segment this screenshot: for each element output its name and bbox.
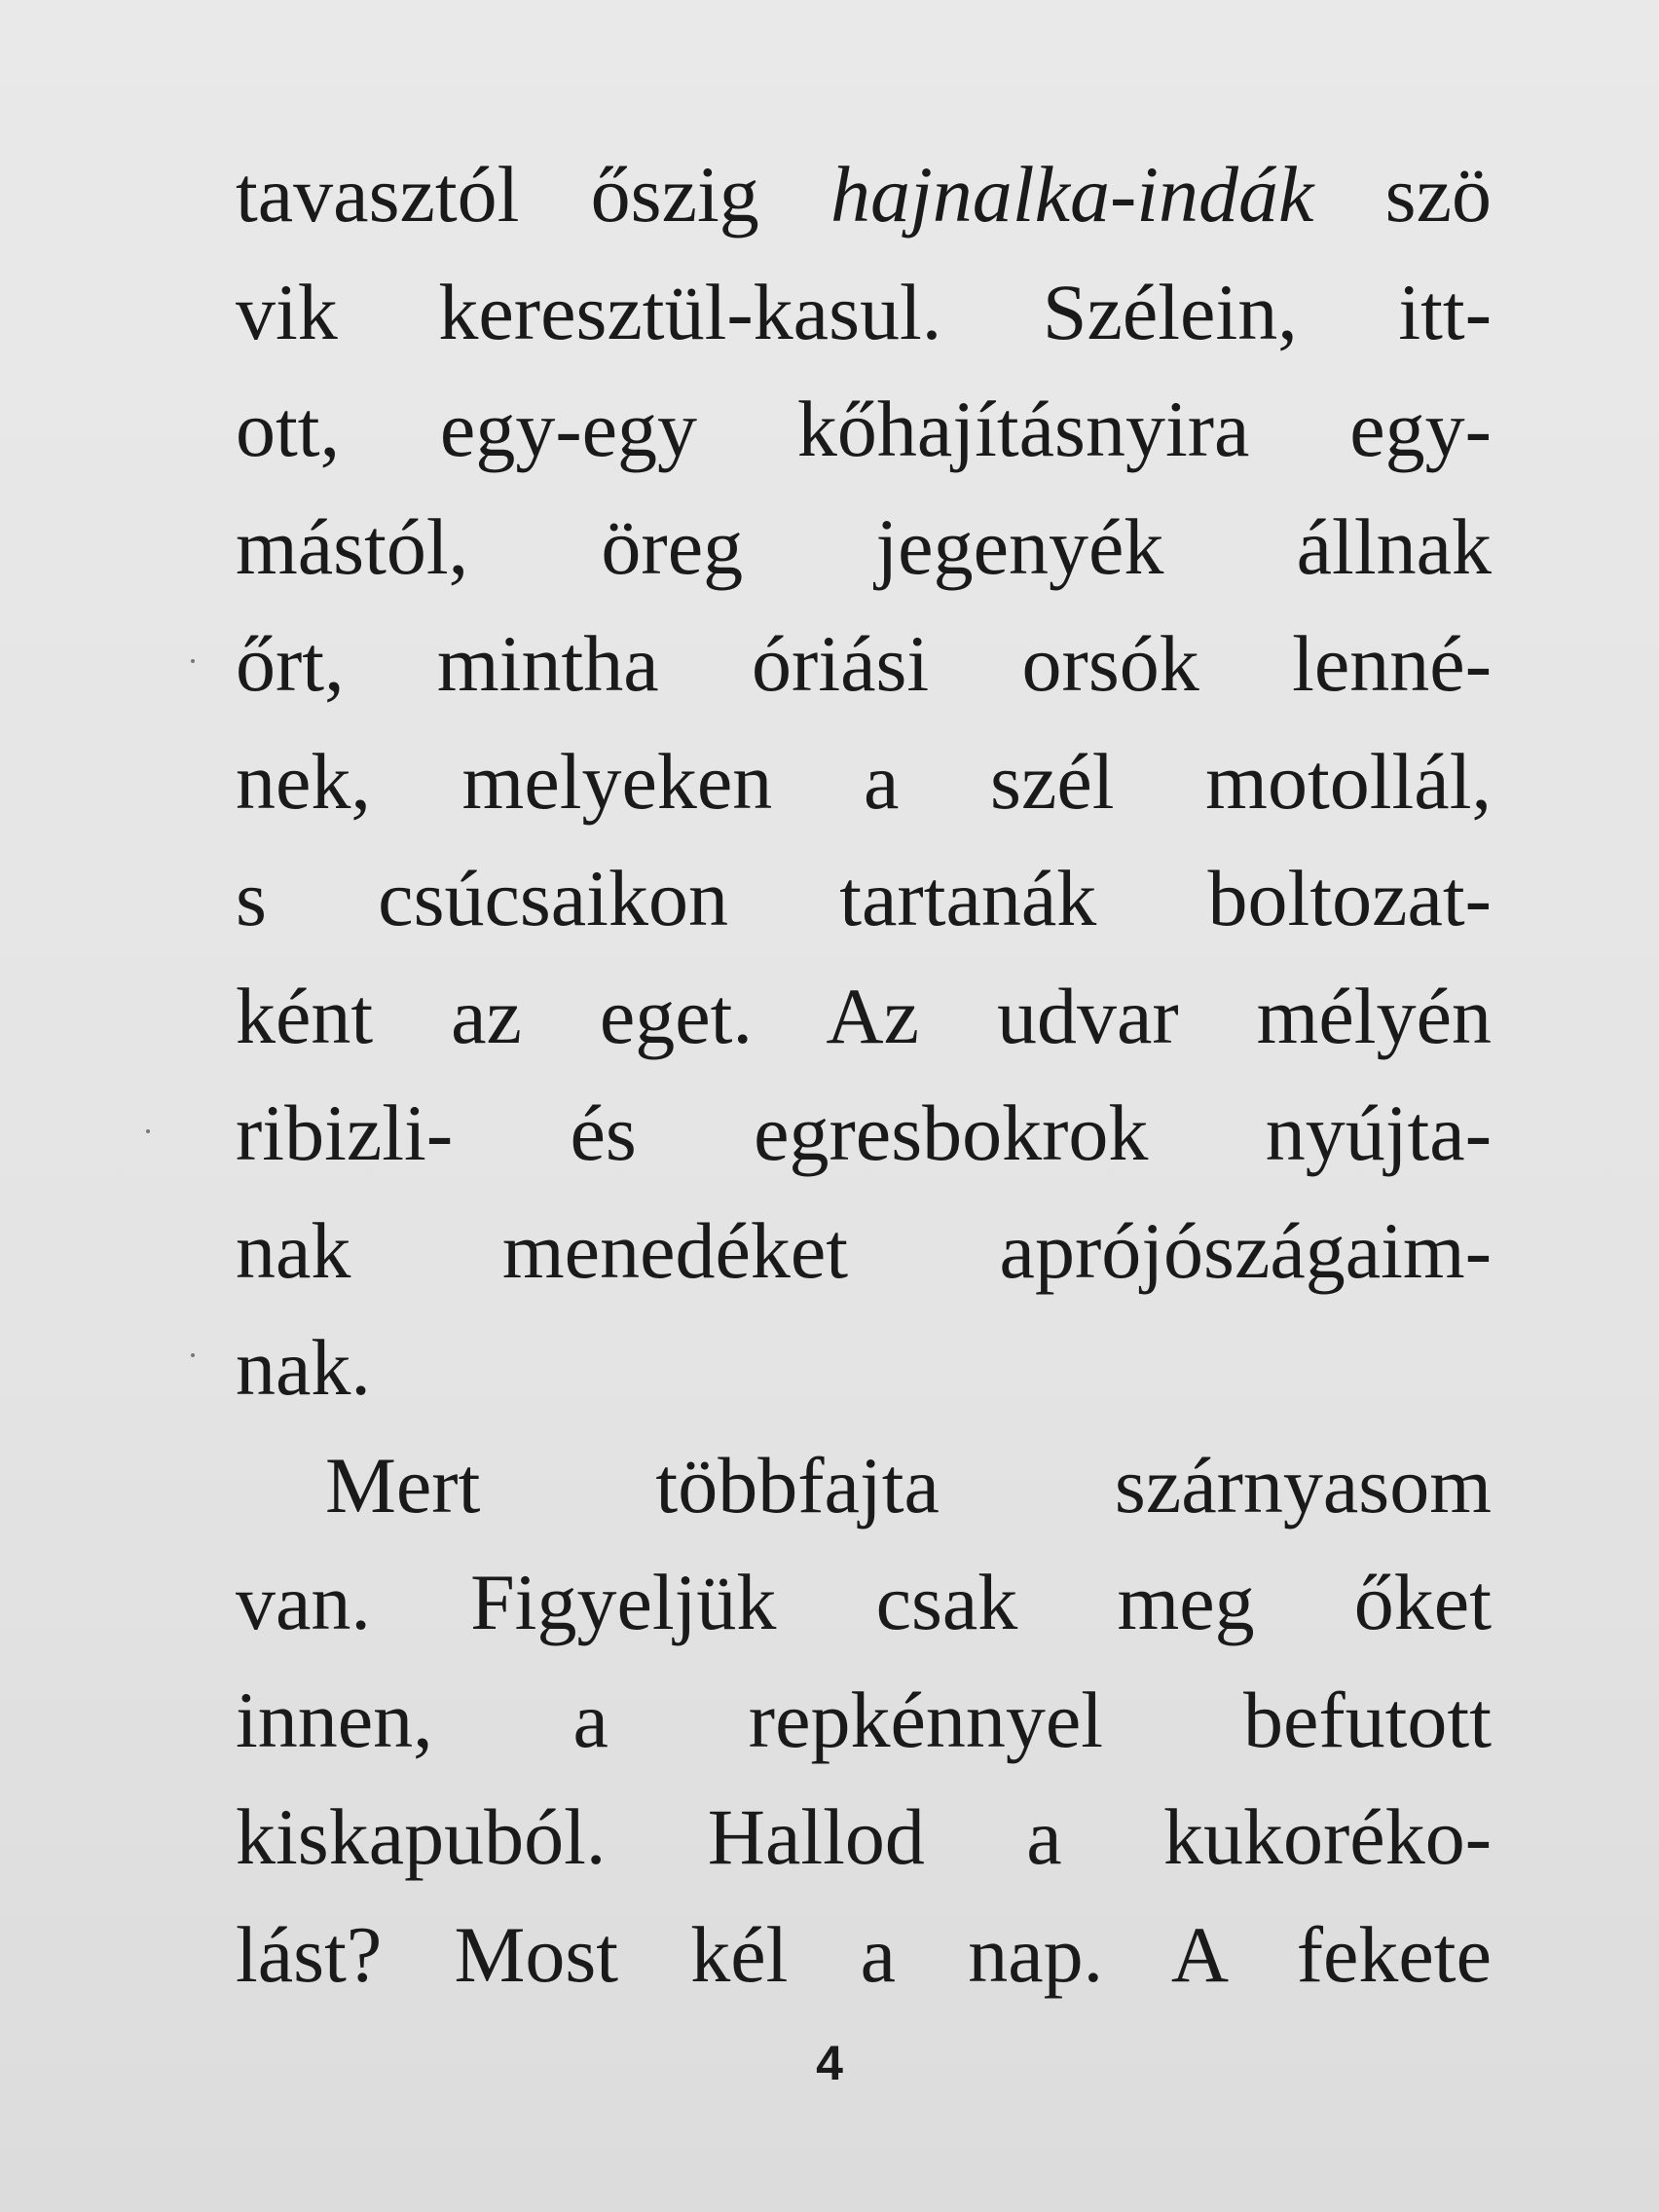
italic-phrase: hajnalka-indák: [830, 150, 1314, 239]
text-line: mástól, öreg jegenyék állnak: [236, 501, 1492, 591]
text-line: innen, a repkénnyel befutott: [236, 1675, 1492, 1764]
text-line: tavasztól őszig hajnalka-indák szö: [236, 150, 1492, 239]
paper-speck: [191, 659, 195, 663]
text-line: ribizli- és egresbokrok nyújta-: [236, 1088, 1492, 1177]
text-line: lást? Most kél a nap. A fekete: [236, 1909, 1492, 1999]
text-line: nak menedéket aprójószágaim-: [236, 1205, 1492, 1295]
text-line: őrt, mintha óriási orsók lenné-: [236, 619, 1492, 708]
text-line: nek, melyeken a szél motollál,: [236, 736, 1492, 826]
text-line: vik keresztül-kasul. Szélein, itt-: [236, 267, 1492, 356]
body-text: [236, 136, 1492, 2013]
text-line: kiskapuból. Hallod a kukoréko-: [236, 1792, 1492, 1881]
paper-speck: [146, 1129, 150, 1133]
text-line: Mert többfajta szárnyasom: [325, 1440, 1492, 1530]
text-line: van. Figyeljük csak meg őket: [236, 1558, 1492, 1646]
text-line: nak.: [236, 1323, 371, 1412]
text-line: ként az eget. Az udvar mélyén: [236, 971, 1492, 1060]
paper-speck: [191, 1353, 195, 1357]
paragraph-2: [236, 1427, 1492, 2014]
text-line: s csúcsaikon tartanák boltozat-: [236, 854, 1492, 942]
text-line: ott, egy-egy kőhajításnyira egy-: [236, 385, 1492, 473]
page-number: 4: [816, 2036, 843, 2090]
paragraph-1: [236, 136, 1492, 1427]
